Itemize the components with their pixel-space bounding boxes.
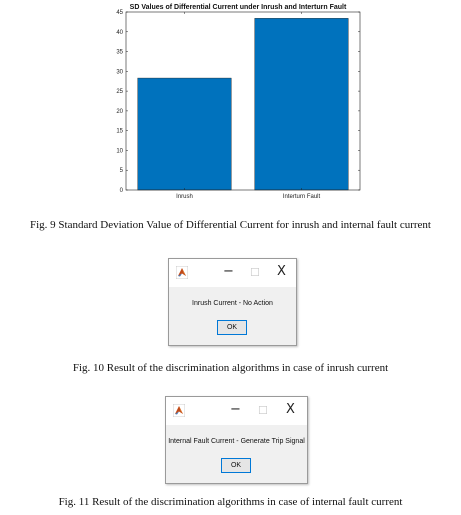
- minimize-button[interactable]: −: [223, 264, 234, 279]
- minimize-button[interactable]: −: [230, 402, 241, 417]
- bar-chart: [0, 0, 461, 200]
- ok-button[interactable]: OK: [221, 458, 251, 473]
- matlab-icon: [176, 266, 188, 279]
- close-button[interactable]: X: [277, 264, 286, 279]
- y-tick-label: 25: [116, 89, 123, 96]
- dialog-titlebar: [169, 259, 296, 287]
- y-tick-label: 45: [116, 10, 123, 16]
- maximize-button[interactable]: ☐: [250, 266, 260, 279]
- y-tick-label: 0: [119, 188, 123, 194]
- inrush-result-dialog: [168, 258, 297, 346]
- dialog-message: Internal Fault Current - Generate Trip Signal: [168, 438, 305, 445]
- maximize-button[interactable]: ☐: [258, 404, 268, 417]
- fig10-caption: Fig. 10 Result of the discrimination algorithms in case of inrush current: [72, 362, 389, 374]
- y-tick-label: 15: [116, 128, 123, 135]
- chart-title: SD Values of Differential Current under Inrush and Interturn Fault: [129, 4, 347, 11]
- fig9-caption: Fig. 9 Standard Deviation Value of Differential Current for inrush and internal fault current: [30, 219, 431, 231]
- fault-result-dialog: [165, 396, 308, 484]
- bar-interturn-fault: [255, 18, 349, 190]
- x-tick-label: Inrush: [176, 194, 193, 200]
- y-tick-label: 40: [116, 29, 123, 36]
- ok-button[interactable]: OK: [217, 320, 247, 335]
- y-tick-label: 20: [116, 108, 123, 115]
- fig11-caption: Fig. 11 Result of the discrimination algorithms in case of internal fault current: [58, 496, 403, 508]
- y-tick-label: 30: [116, 69, 123, 76]
- matlab-icon: [173, 404, 185, 417]
- x-tick-label: Interturn Fault: [282, 194, 321, 200]
- y-tick-label: 35: [116, 49, 123, 56]
- bar-inrush: [138, 78, 232, 190]
- dialog-titlebar: [166, 397, 307, 425]
- close-button[interactable]: X: [286, 402, 295, 417]
- y-tick-label: 5: [119, 168, 123, 175]
- dialog-message: Inrush Current - No Action: [192, 300, 273, 307]
- y-tick-label: 10: [116, 148, 123, 155]
